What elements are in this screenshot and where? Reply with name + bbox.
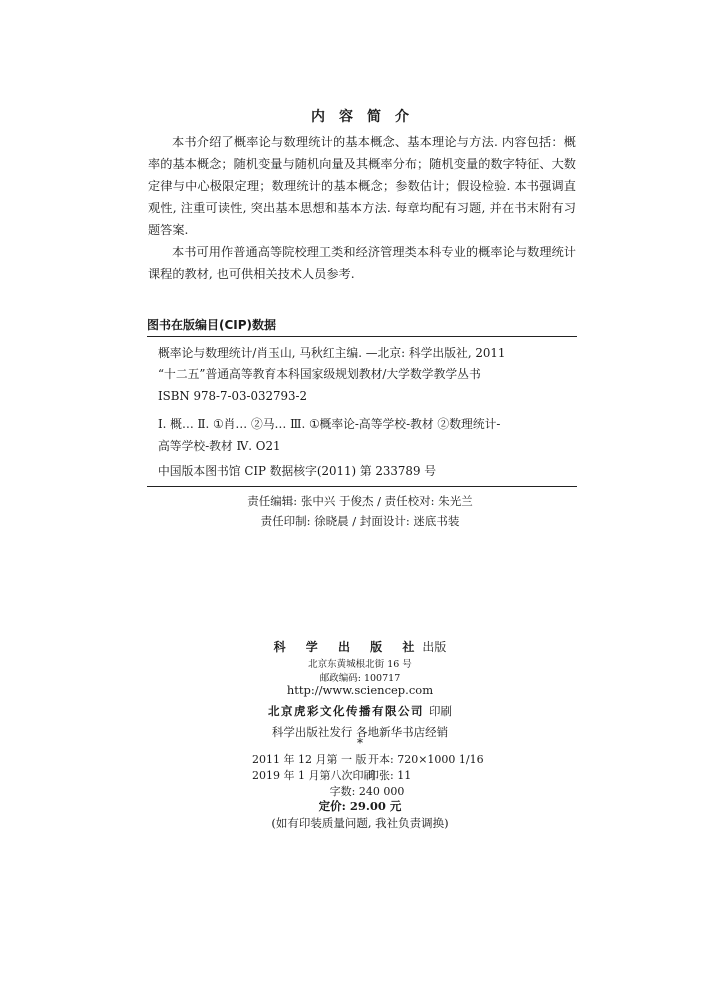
publisher-line — [0, 636, 720, 655]
book-format: 开本: 720×1000 1/16 — [368, 753, 484, 766]
print-sheets: 印张: 11 — [368, 769, 412, 782]
distribution-line: 科学出版社发行 各地新华书店经销 — [271, 725, 449, 739]
printer-name: 北京虎彩文化传播有限公司 — [267, 704, 424, 718]
edition-date: 2011 年 12 月第 一 版 — [252, 753, 367, 766]
intro-title: 内容简介 — [311, 109, 423, 125]
edition-row — [252, 751, 492, 767]
cip-isbn: ISBN 978-7-03-032793-2 — [158, 389, 307, 403]
printing-row — [252, 767, 492, 783]
cip-classification-2: 高等学校-教材 Ⅳ. O21 — [158, 439, 281, 453]
cip-title-line: 概率论与数理统计/肖玉山, 马秋红主编. —北京: 科学出版社, 2011 — [158, 346, 506, 360]
cip-top-rule — [147, 336, 577, 337]
cip-heading: 图书在版编目(CIP)数据 — [147, 318, 277, 332]
price: 定价: 29.00 元 — [318, 799, 402, 813]
publisher-url: http://www.sciencep.com — [286, 683, 434, 697]
cip-classification-1: Ⅰ. 概… Ⅱ. ①肖… ②马… Ⅲ. ①概率论-高等学校-教材 ②数理统计- — [158, 417, 501, 431]
print-date: 2019 年 1 月第八次印刷 — [252, 769, 375, 782]
cip-series-line: “十二五”普通高等教育本科国家级规划教材/大学数学教学丛书 — [158, 367, 481, 381]
intro-paragraph-1: 本书介绍了概率论与数理统计的基本概念、基本理论与方法. 内容包括：概率的基本概念；随机变量与随机向量及其概率分布；随机变量的数字特征、大数定律与中心极限定理；数理统计的基本概念；参数估计；假设检验. 本书强调直观性, 注重可读性, 突出基本思想和基本方法. 每章均配有习题, 并在书末附有习题答案. — [148, 135, 576, 237]
printer-suffix: 印刷 — [429, 704, 453, 718]
cip-bottom-rule — [147, 486, 577, 487]
intro-paragraph-2: 本书可用作普通高等院校理工类和经济管理类本科专业的概率论与数理统计课程的教材, 也可供相关技术人员参考. — [148, 245, 576, 281]
publisher-postcode: 邮政编码: 100717 — [319, 673, 401, 684]
printer-line — [0, 700, 720, 719]
cip-record-number: 中国版本图书馆 CIP 数据核字(2011) 第 233789 号 — [158, 464, 436, 478]
publisher-name: 科 学 出 版 社 — [273, 640, 423, 654]
quality-note: (如有印装质量问题, 我社负责调换) — [271, 816, 449, 830]
publisher-name-suffix: 出版 — [422, 640, 447, 654]
credits-production: 责任印制: 徐晓晨 / 封面设计: 迷底书装 — [260, 514, 460, 528]
separator-star: * — [357, 736, 363, 750]
publisher-address: 北京东黄城根北街 16 号 — [308, 659, 412, 670]
credits-editors: 责任编辑: 张中兴 于俊杰 / 责任校对: 朱光兰 — [247, 494, 473, 508]
word-count: 字数: 240 000 — [329, 785, 405, 798]
